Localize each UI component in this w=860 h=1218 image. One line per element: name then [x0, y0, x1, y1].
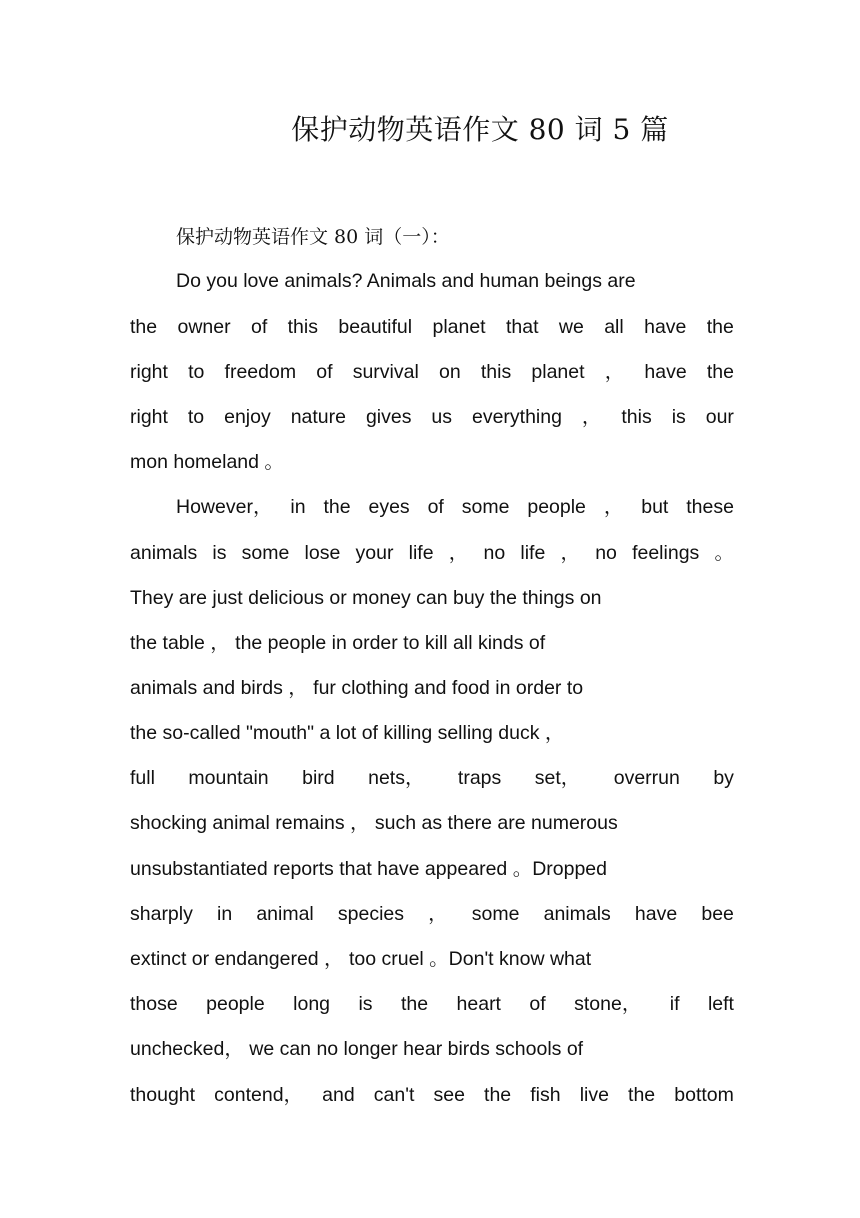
word: no — [595, 542, 617, 564]
word: long — [293, 993, 331, 1015]
word: those — [130, 993, 178, 1015]
word: contend， — [214, 1084, 304, 1106]
word: if — [669, 993, 680, 1015]
word: some — [461, 496, 510, 518]
word: planet — [531, 361, 585, 383]
word: our — [705, 406, 734, 428]
word: right — [130, 361, 168, 383]
body-line — [130, 359, 734, 385]
word: the — [628, 1084, 656, 1106]
word: live — [579, 1084, 609, 1106]
body-line — [130, 1082, 734, 1108]
word: set， — [534, 767, 581, 789]
word: have — [644, 361, 687, 383]
word: mountain — [188, 767, 269, 789]
word: ， — [428, 903, 448, 925]
body-line — [130, 901, 734, 927]
word: see — [433, 1084, 465, 1106]
word: all — [604, 316, 624, 338]
word: animals — [543, 903, 611, 925]
word: the — [130, 316, 158, 338]
document-title: 保护动物英语作文 80 词 5 篇 — [291, 113, 669, 146]
word: traps — [457, 767, 502, 789]
body-line: animals and birds ， fur clothing and food in order to — [130, 677, 584, 699]
word: nature — [290, 406, 346, 428]
word: survival — [352, 361, 419, 383]
word: eyes — [368, 496, 410, 518]
word: bee — [701, 903, 734, 925]
word: left — [707, 993, 734, 1015]
word: that — [505, 316, 539, 338]
word: of — [529, 993, 546, 1015]
word: However， — [176, 496, 273, 518]
word: stone， — [574, 993, 642, 1015]
word: feelings — [632, 542, 700, 564]
word: species — [337, 903, 405, 925]
word: life — [520, 542, 546, 564]
word: planet — [432, 316, 486, 338]
word: on — [438, 361, 461, 383]
body-line: the table ， the people in order to kill all kinds of — [130, 632, 546, 654]
word: is — [212, 542, 227, 564]
word: life — [408, 542, 434, 564]
word: people — [527, 496, 586, 518]
word: sharply — [130, 903, 193, 925]
body-line: They are just delicious or money can buy the things on — [130, 587, 602, 609]
word: owner — [177, 316, 231, 338]
word: bird — [302, 767, 335, 789]
body-line: the so-called "mouth" a lot of killing selling duck ， — [130, 722, 565, 744]
word: overrun — [613, 767, 680, 789]
word: people — [206, 993, 265, 1015]
word: enjoy — [224, 406, 271, 428]
body-line: extinct or endangered ， too cruel 。Don't know what — [130, 948, 592, 970]
word: can't — [373, 1084, 415, 1106]
word: in — [217, 903, 233, 925]
word: full — [130, 767, 155, 789]
word: fish — [530, 1084, 561, 1106]
word: have — [644, 316, 687, 338]
word: heart — [456, 993, 501, 1015]
word: we — [558, 316, 584, 338]
section-heading: 保护动物英语作文 80 词（一）： — [176, 226, 450, 248]
word: this — [621, 406, 652, 428]
word: bottom — [674, 1084, 734, 1106]
word: to — [187, 406, 205, 428]
body-line — [176, 494, 734, 520]
word: the — [323, 496, 351, 518]
word: lose — [304, 542, 341, 564]
word: these — [686, 496, 734, 518]
word: is — [358, 993, 373, 1015]
body-line: unsubstantiated reports that have appeared 。Dropped — [130, 858, 607, 880]
word: of — [316, 361, 333, 383]
word: thought — [130, 1084, 196, 1106]
body-line — [130, 404, 734, 430]
word: the — [400, 993, 429, 1015]
word: animals — [130, 542, 198, 564]
body-line: Do you love animals? Animals and human beings are — [176, 270, 636, 292]
word: have — [634, 903, 678, 925]
word: some — [471, 903, 520, 925]
word: your — [355, 542, 394, 564]
word: the — [706, 361, 734, 383]
word: but — [641, 496, 669, 518]
word: ， — [448, 542, 469, 564]
word: ， — [581, 406, 602, 428]
word: ， — [604, 361, 625, 383]
word: right — [130, 406, 168, 428]
word: everything — [471, 406, 562, 428]
word: nets， — [368, 767, 425, 789]
word: is — [671, 406, 686, 428]
word: beautiful — [338, 316, 413, 338]
word: freedom — [224, 361, 297, 383]
word: no — [483, 542, 506, 564]
word: ， — [560, 542, 580, 564]
word: to — [188, 361, 205, 383]
word: some — [241, 542, 290, 564]
word: and — [322, 1084, 355, 1106]
word: the — [706, 316, 734, 338]
word: of — [427, 496, 444, 518]
word: of — [250, 316, 268, 338]
word: animal — [256, 903, 314, 925]
word: this — [480, 361, 512, 383]
body-line: unchecked， we can no longer hear birds schools of — [130, 1038, 584, 1060]
word: by — [713, 767, 734, 789]
body-line: shocking animal remains ， such as there are numerous — [130, 812, 618, 834]
word: in — [290, 496, 306, 518]
word: this — [287, 316, 318, 338]
body-line — [130, 991, 734, 1017]
body-line — [130, 314, 734, 340]
word: gives — [365, 406, 412, 428]
word: ， — [603, 496, 624, 518]
body-line: mon homeland 。 — [130, 451, 284, 473]
word: 。 — [714, 542, 734, 564]
word: us — [431, 406, 453, 428]
word: the — [484, 1084, 512, 1106]
body-line — [130, 540, 734, 566]
body-line — [130, 765, 734, 791]
